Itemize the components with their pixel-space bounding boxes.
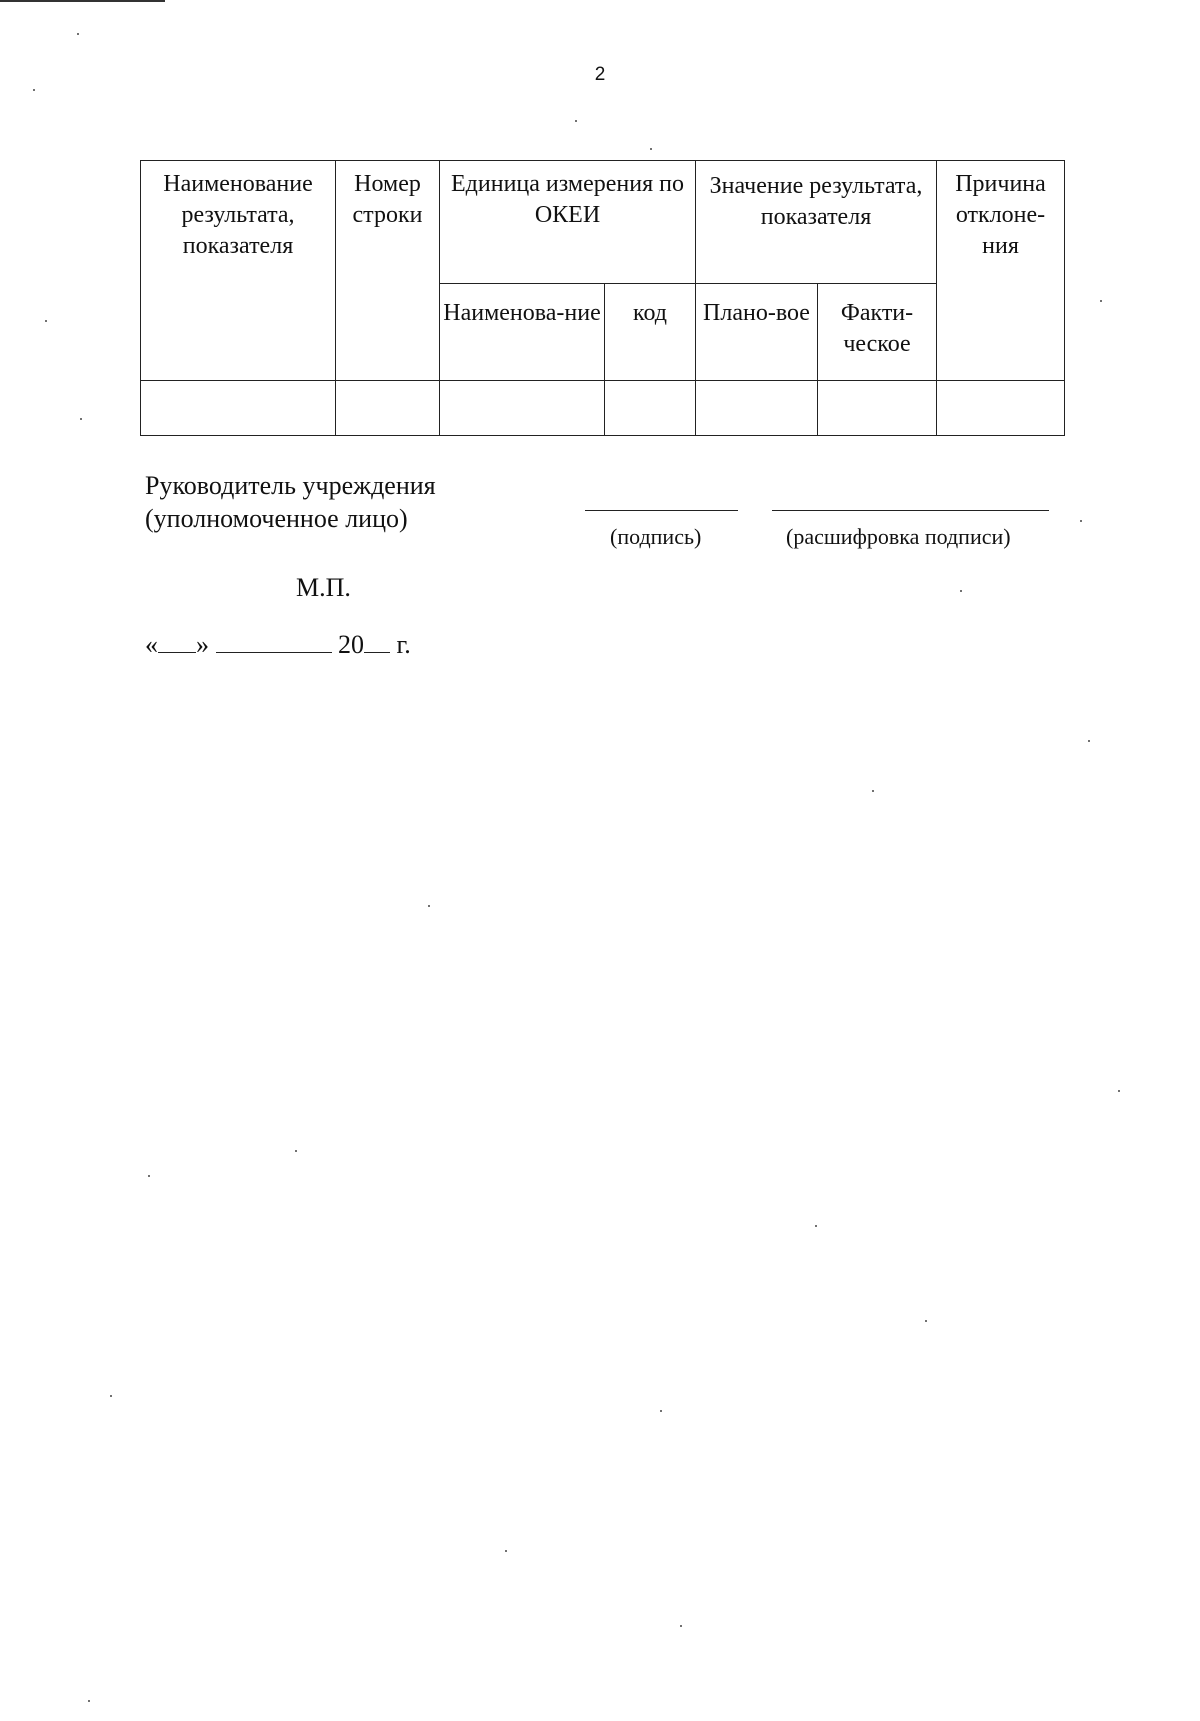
header-row-number: Номер строки — [336, 161, 440, 381]
date-year-prefix: 20 — [338, 630, 364, 659]
scan-speck — [660, 1410, 662, 1412]
scan-speck — [77, 33, 79, 35]
date-day-blank[interactable] — [158, 628, 196, 653]
cell-row-number[interactable] — [336, 381, 440, 436]
scan-speck — [88, 1700, 90, 1702]
scan-speck — [33, 89, 35, 91]
signature-decoding-line[interactable] — [772, 510, 1049, 511]
scan-speck — [650, 148, 652, 150]
cell-value-actual[interactable] — [818, 381, 937, 436]
scan-speck — [925, 1320, 927, 1322]
cell-unit-name[interactable] — [440, 381, 605, 436]
header-deviation-reason: Причина отклоне-ния — [937, 161, 1065, 381]
signatory-title — [145, 470, 436, 535]
scan-speck — [45, 320, 47, 322]
date-open-quote: « — [145, 630, 158, 659]
results-table — [140, 160, 1065, 436]
date-month-blank[interactable] — [216, 628, 332, 653]
header-unit-code: код — [605, 284, 696, 381]
signatory-title-line2: (уполномоченное лицо) — [145, 503, 408, 533]
scan-speck — [815, 1225, 817, 1227]
signatory-title-line1: Руководитель учреждения — [145, 471, 436, 500]
scan-speck — [110, 1395, 112, 1397]
scan-speck — [872, 790, 874, 792]
cell-unit-code[interactable] — [605, 381, 696, 436]
scan-speck — [1118, 1090, 1120, 1092]
scan-speck — [428, 905, 430, 907]
scan-speck — [1080, 520, 1082, 522]
date-year-suffix: г. — [396, 630, 411, 659]
scan-speck — [1100, 300, 1102, 302]
header-unit-okei: Единица измерения по ОКЕИ — [440, 161, 696, 284]
date-year-blank[interactable] — [364, 628, 390, 653]
signature-caption: (подпись) — [610, 524, 702, 549]
scan-speck — [295, 1150, 297, 1152]
signature-decoding-caption: (расшифровка подписи) — [786, 524, 1011, 549]
scan-speck — [680, 1625, 682, 1627]
header-value-actual: Факти-ческое — [818, 284, 937, 381]
scan-speck — [960, 590, 962, 592]
header-result-name: Наименование результата, показателя — [141, 161, 336, 381]
scan-speck — [1088, 740, 1090, 742]
scan-speck — [575, 120, 577, 122]
header-unit-name: Наименова-ние — [440, 284, 605, 381]
date-close-quote: » — [196, 630, 209, 659]
signature-line[interactable] — [585, 510, 738, 511]
header-value-planned: Плано-вое — [696, 284, 818, 381]
cell-deviation-reason[interactable] — [937, 381, 1065, 436]
scan-speck — [505, 1550, 507, 1552]
table-row — [141, 381, 1065, 436]
scan-edge-line — [0, 0, 165, 2]
scan-speck — [148, 1175, 150, 1177]
stamp-place-label: М.П. — [296, 573, 351, 602]
page-number: 2 — [594, 64, 606, 85]
scan-speck — [80, 418, 82, 420]
cell-result-name[interactable] — [141, 381, 336, 436]
header-result-value: Значение результата, показателя — [696, 161, 937, 284]
table-header-row — [141, 161, 1065, 284]
cell-value-planned[interactable] — [696, 381, 818, 436]
date-line — [145, 628, 411, 660]
